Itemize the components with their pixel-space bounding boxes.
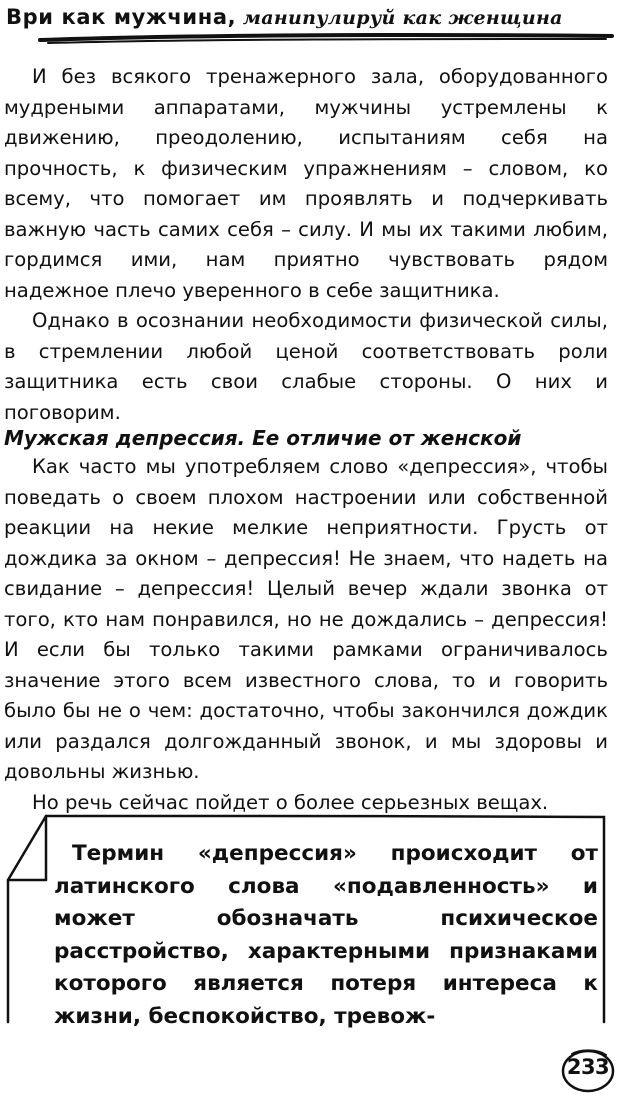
paragraph: Однако в осознании необходимости физической силы, в стремлении любой ценой соответствовать роли защитника есть свои слабые стороны. О них и поговорим. xyxy=(4,309,608,424)
body-text-intro xyxy=(4,62,608,428)
section-heading: Мужская депрессия. Ее отличие от женской xyxy=(4,426,522,450)
running-head-subtitle: манипулируй как женщина xyxy=(242,7,563,29)
callout-text: Термин «депрессия» происходит от латинского слова «подавленность» и может обозначать психическое расстройство, характерными признаками которого является потеря интереса к жизни, беспокойство, тревож- xyxy=(54,841,598,1029)
body-text-depression xyxy=(4,452,608,818)
page-number xyxy=(560,1046,616,1094)
running-head-title: Ври как мужчина, xyxy=(6,5,237,29)
page-number-text: 233 xyxy=(566,1055,610,1079)
paragraph: Как часто мы употребляем слово «депрессия», чтобы поведать о своем плохом настроении или собственной реакции на некие мелкие неприятности. Грусть от дождика за окном – депрессия! Не знаем, что надеть на свидание – депрессия! Целый вечер ждали звонка от того, кто нам понравился, но не дождались – депрессия! И если бы только такими рамками ограничивалось значение этого всем известного слова, то и говорить было бы не о чем: достаточно, чтобы закончился дождик или раздался долгожданный звонок, и мы здоровы и довольны жизнью. xyxy=(4,455,608,783)
running-head xyxy=(6,4,614,31)
paragraph: И без всякого тренажерного зала, оборудованного мудреными аппаратами, мужчины устремлены к движению, преодолению, испытаниям себя на прочность, к физическим упражнениям – словом, ко всему, что помогает им проявлять и подчеркивать важную часть самих себя – силу. И мы их такими любим, гордимся ими, нам приятно чувствовать рядом надежное плечо уверенного в себе защитника. xyxy=(4,65,608,302)
running-head-rule xyxy=(0,28,620,48)
callout-box xyxy=(6,808,610,1029)
paragraph: Но речь сейчас пойдет о более серьезных вещах. xyxy=(32,790,549,814)
